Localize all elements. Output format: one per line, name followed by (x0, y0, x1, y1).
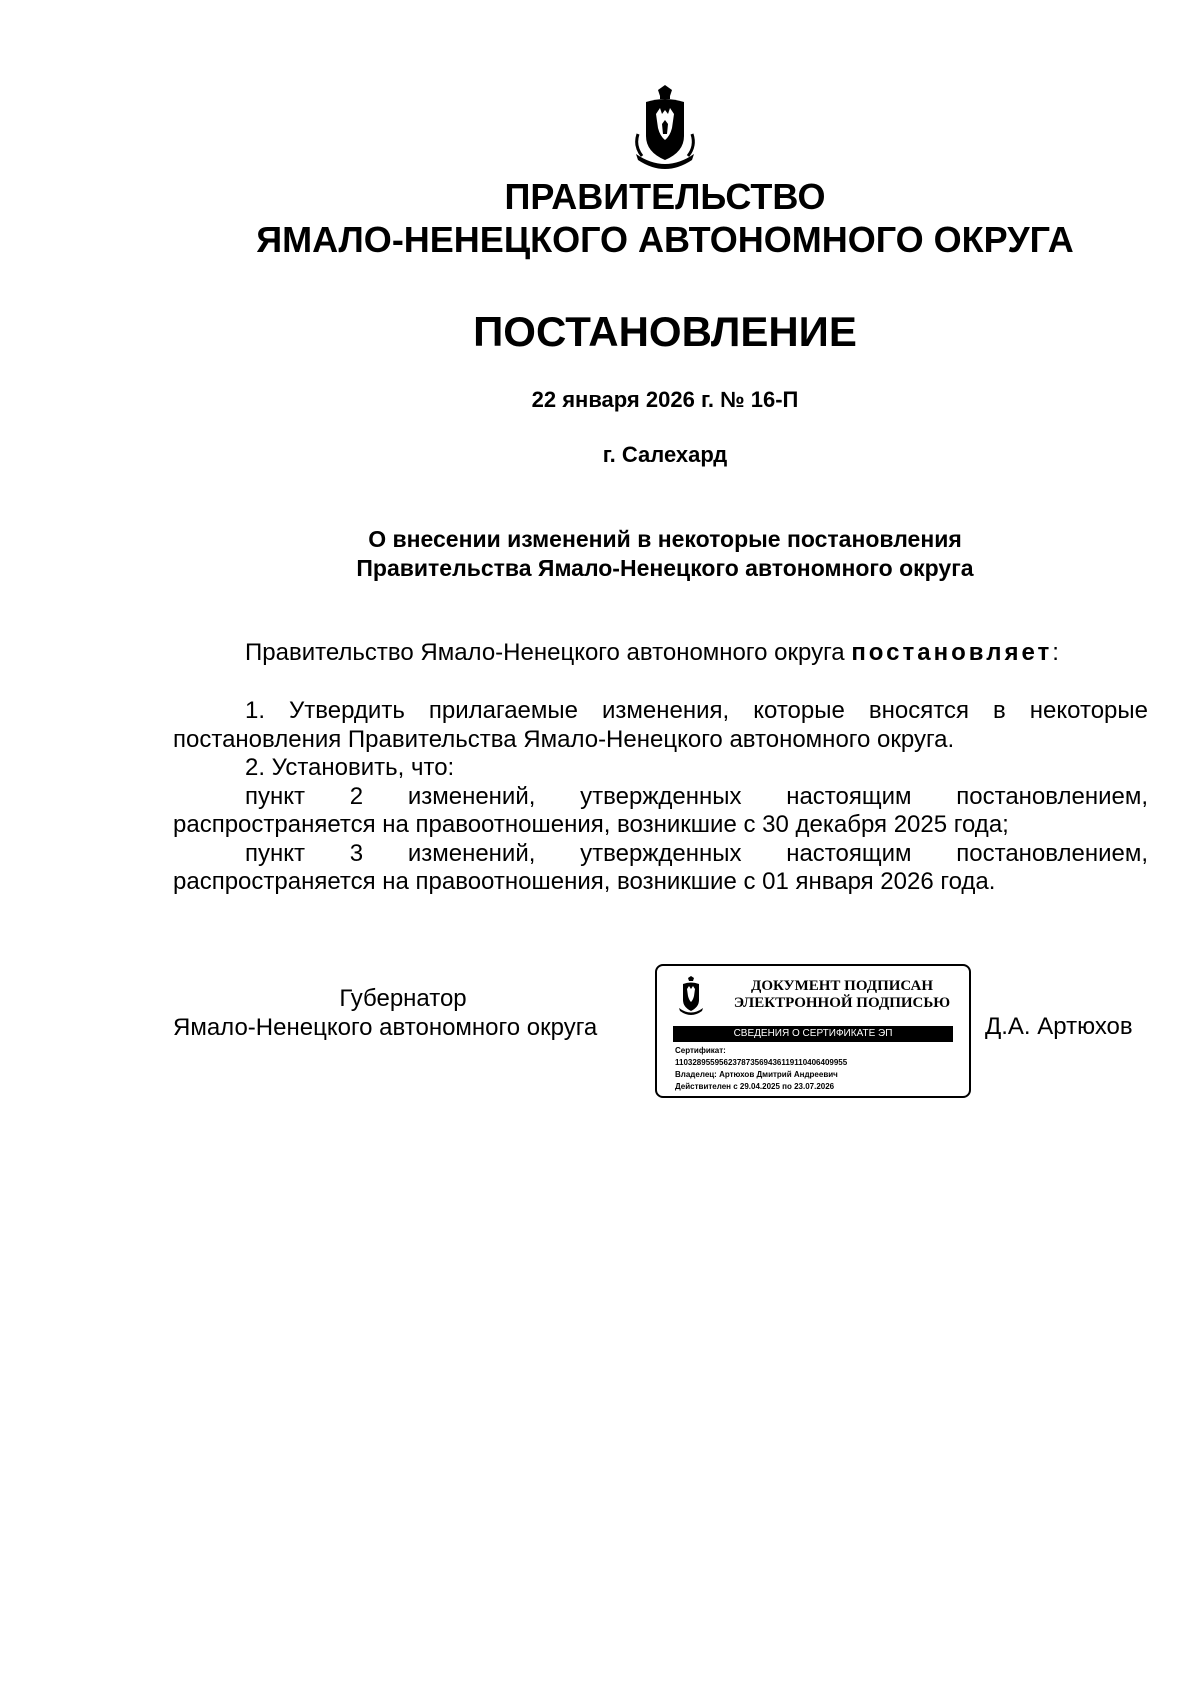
government-title-line2: ЯМАЛО-НЕНЕЦКОГО АВТОНОМНОГО ОКРУГА (256, 219, 1074, 260)
item-2: 2. Установить, что: (245, 754, 455, 781)
stamp-valid: Действителен с 29.04.2025 по 23.07.2026 (675, 1082, 835, 1091)
item-2-b: пункт 3 изменений, утвержденных настоящим постановлением, распространяется на правоотношения, возникшие с 01 января 2026 года. (173, 839, 1148, 895)
body-items (173, 697, 1148, 897)
item-2-a: пункт 2 изменений, утвержденных настоящим постановлением, распространяется на правоотношения, возникшие с 30 декабря 2025 года; (173, 782, 1148, 838)
stamp-certificate-bar: СВЕДЕНИЯ О СЕРТИФИКАТЕ ЭП (673, 1026, 953, 1042)
intro-paragraph (173, 639, 1148, 668)
stamp-owner: Владелец: Артюхов Дмитрий Андреевич (675, 1070, 838, 1079)
intro-end: : (1052, 639, 1059, 666)
subject-line2: Правительства Ямало-Ненецкого автономного округа (356, 555, 974, 581)
intro-verb: постановляет (851, 639, 1053, 666)
subject-line1: О внесении изменений в некоторые постановления (368, 526, 962, 552)
stamp-cert-label: Сертификат: (675, 1046, 726, 1055)
signer-position (173, 985, 643, 1042)
coat-of-arms-emblem (632, 84, 698, 174)
item-1: 1. Утвердить прилагаемые изменения, которые вносятся в некоторые постановления Правительства Ямало-Ненецкого автономного округа. (173, 697, 1148, 753)
document-date-number: 22 января 2026 г. № 16-П (531, 387, 799, 412)
stamp-title-line1: ДОКУМЕНТ ПОДПИСАН (751, 978, 933, 994)
intro-text: Правительство Ямало-Ненецкого автономного округа (245, 639, 852, 666)
stamp-title (717, 978, 967, 1012)
government-title-line1: ПРАВИТЕЛЬСТВО (504, 176, 826, 217)
signer-name: Д.А. Артюхов (985, 1013, 1133, 1040)
stamp-cert-number: 110328955956237873569436119110406409955 (675, 1058, 848, 1067)
electronic-signature-stamp (655, 964, 971, 1098)
document-subject (0, 525, 1200, 583)
stamp-emblem-icon (677, 976, 705, 1016)
stamp-certificate-info (675, 1045, 965, 1093)
stamp-title-line2: ЭЛЕКТРОННОЙ ПОДПИСЬЮ (733, 995, 951, 1011)
document-type: ПОСТАНОВЛЕНИЕ (473, 308, 857, 355)
document-city: г. Салехард (602, 442, 728, 467)
signer-position-line1: Губернатор (339, 985, 467, 1012)
signer-position-line2: Ямало-Ненецкого автономного округа (173, 1013, 598, 1041)
